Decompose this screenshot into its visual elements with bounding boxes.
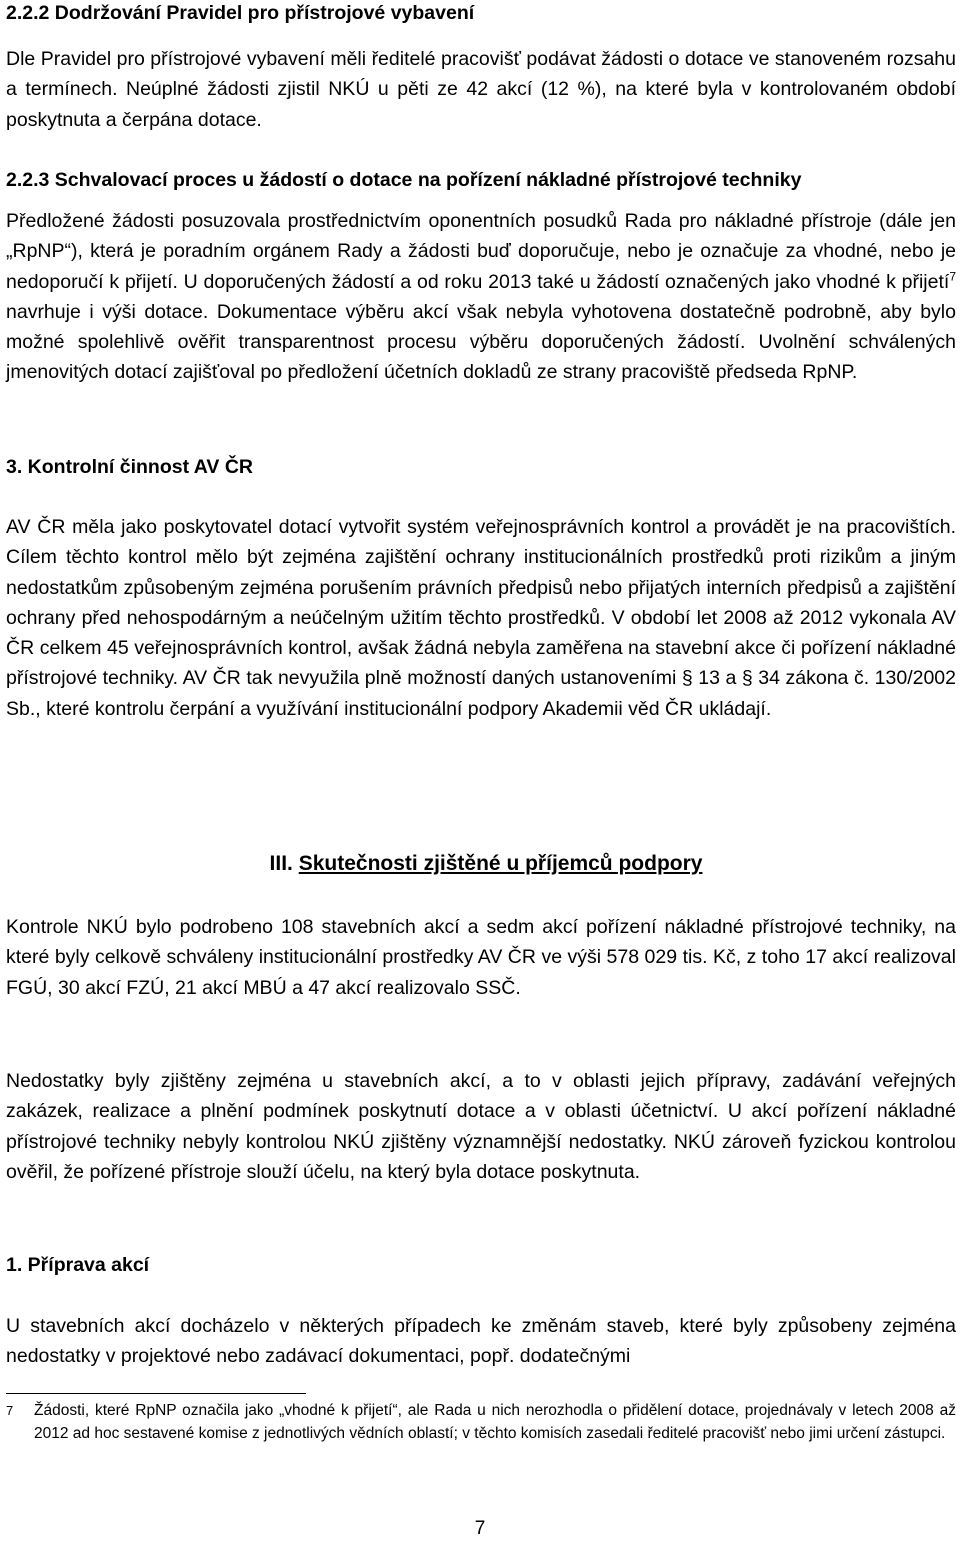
footnote-text: Žádosti, které RpNP označila jako „vhodné k přijetí“, ale Rada u nich nerozhodla o přidělení dotace, projednávaly v letech 2008 až 2012 ad hoc sestavené komise z jednotlivých vědních oblastí; v těchto komisích zasedali ředitelé pracovišť nebo jimi určení zástupci. [34, 1402, 956, 1442]
chapter-iii-number: III. [269, 852, 293, 875]
chapter-iii-title: Skutečnosti zjištěné u příjemců podpory [298, 852, 703, 875]
footnote-divider [6, 1393, 306, 1394]
footnote [6, 1400, 956, 1445]
footnote-reference: 7 [949, 269, 956, 284]
section-2-2-2-title: 2.2.2 Dodržování Pravidel pro přístrojové vybavení [6, 2, 475, 24]
section-1-text: U stavebních akcí docházelo v některých případech ke změnám staveb, které byly způsobeny zejména nedostatky v projektové nebo zadávací dokumentaci, popř. dodatečnými [6, 1315, 956, 1368]
section-2-2-3-text [6, 206, 956, 388]
chapter-iii-text-2: Nedostatky byly zjištěny zejména u stavebních akcí, a to v oblasti jejich přípravy, zadávání veřejných zakázek, realizace a plnění podmínek poskytnutí dotace a v oblasti účetnictví. U akcí pořízení nákladné přístrojové techniky nebyly kontrolou NKÚ zjištěny významnější nedostatky. NKÚ zároveň fyzickou kontrolou ověřil, že pořízené přístroje slouží účelu, na který byla dotace poskytnuta. [6, 1070, 956, 1183]
chapter-iii-heading [6, 849, 960, 879]
section-3-text: AV ČR měla jako poskytovatel dotací vytvořit systém veřejnosprávních kontrol a provádět je na pracovištích. Cílem těchto kontrol mělo být zejména zajištění ochrany institucionálních prostředků proti rizikům a jiným nedostatkům způsobeným zejména porušením právních předpisů nebo přijatých interních předpisů a zajištění ochrany před nehospodárným a neúčelným užitím těchto prostředků. V období let 2008 až 2012 vykonala AV ČR celkem 45 veřejnosprávních kontrol, avšak žádná nebyla zaměřena na stavební akce či pořízení nákladné přístrojové techniky. AV ČR tak nevyužila plně možností daných ustanoveními § 13 a § 34 zákona č. 130/2002 Sb., které kontrolu čerpání a využívání institucionální podpory Akademii věd ČR ukládají. [6, 516, 956, 720]
section-2-2-2-text: Dle Pravidel pro přístrojové vybavení měli ředitelé pracovišť podávat žádosti o dotace ve stanoveném rozsahu a termínech. Neúplné žádosti zjistil NKÚ u pěti ze 42 akcí (12 %), na které byla v kontrolovaném období poskytnuta a čerpána dotace. [6, 48, 956, 131]
footnote-number: 7 [6, 1403, 14, 1418]
section-2-2-3-title: 2.2.3 Schvalovací proces u žádostí o dotace na pořízení nákladné přístrojové techniky [6, 169, 802, 191]
section-3-title: 3. Kontrolní činnost AV ČR [6, 456, 253, 478]
page-number: 7 [474, 1518, 486, 1539]
chapter-iii-text-1: Kontrole NKÚ bylo podrobeno 108 stavebních akcí a sedm akcí pořízení nákladné přístrojové techniky, na které byly celkově schváleny institucionální prostředky AV ČR ve výši 578 029 tis. Kč, z toho 17 akcí realizoval FGÚ, 30 akcí FZÚ, 21 akcí MBÚ a 47 akcí realizovalo SSČ. [6, 916, 956, 999]
section-2-2-3-text-part1: Předložené žádosti posuzovala prostřednictvím oponentních posudků Rada pro nákladné přístroje (dále jen „RpNP“), která je poradním orgánem Rady a žádosti buď doporučuje, nebo je označuje za vhodné, nebo je nedoporučí k přijetí. U doporučených žádostí a od roku 2013 také u žádostí označených jako vhodné k přijetí [6, 210, 956, 293]
section-1-title: 1. Příprava akcí [6, 1254, 150, 1276]
section-2-2-3-text-part2: navrhuje i výši dotace. Dokumentace výběru akcí však nebyla vyhotovena dostatečně podrobně, aby bylo možné spolehlivě ověřit transparentnost procesu výběru doporučených žádostí. Uvolnění schválených jmenovitých dotací zajišťoval po předložení účetních dokladů ze strany pracoviště předseda RpNP. [6, 300, 956, 384]
